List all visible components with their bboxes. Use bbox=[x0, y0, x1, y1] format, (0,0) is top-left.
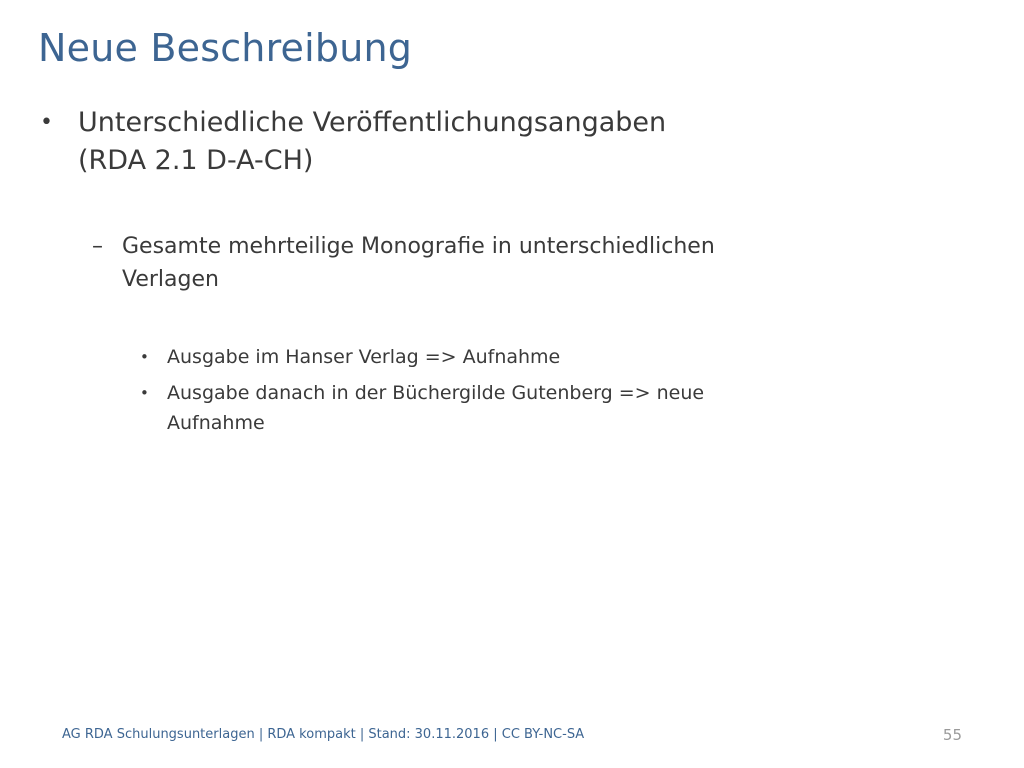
bullet-text bbox=[122, 230, 715, 296]
bullet-text-line: Verlagen bbox=[122, 267, 219, 292]
bullet-level3 bbox=[140, 378, 940, 438]
footer-text: AG RDA Schulungsunterlagen | RDA kompakt | Stand: 30.11.2016 | CC BY-NC-SA bbox=[62, 727, 585, 742]
bullet-text-line: Ausgabe im Hanser Verlag => Aufnahme bbox=[167, 346, 561, 368]
bullet-marker: • bbox=[140, 348, 149, 366]
bullet-text bbox=[167, 342, 560, 372]
dash-marker: – bbox=[92, 234, 103, 259]
bullet-level3 bbox=[140, 342, 940, 372]
bullet-level2 bbox=[92, 230, 952, 296]
bullet-text-line: Unterschiedliche Veröffentlichungsangaben bbox=[78, 107, 667, 138]
bullet-level1 bbox=[40, 104, 940, 180]
bullet-text-line: Ausgabe danach in der Büchergilde Gutenberg => neue bbox=[167, 382, 705, 404]
bullet-text bbox=[78, 104, 666, 180]
page-number: 55 bbox=[942, 726, 962, 744]
bullet-text bbox=[167, 378, 704, 438]
bullet-text-line: Aufnahme bbox=[167, 412, 265, 434]
slide-title: Neue Beschreibung bbox=[38, 26, 413, 70]
bullet-text-line: (RDA 2.1 D-A-CH) bbox=[78, 145, 314, 176]
bullet-marker: • bbox=[140, 384, 149, 402]
bullet-text-line: Gesamte mehrteilige Monografie in unterschiedlichen bbox=[122, 234, 715, 259]
bullet-marker: • bbox=[40, 110, 53, 135]
